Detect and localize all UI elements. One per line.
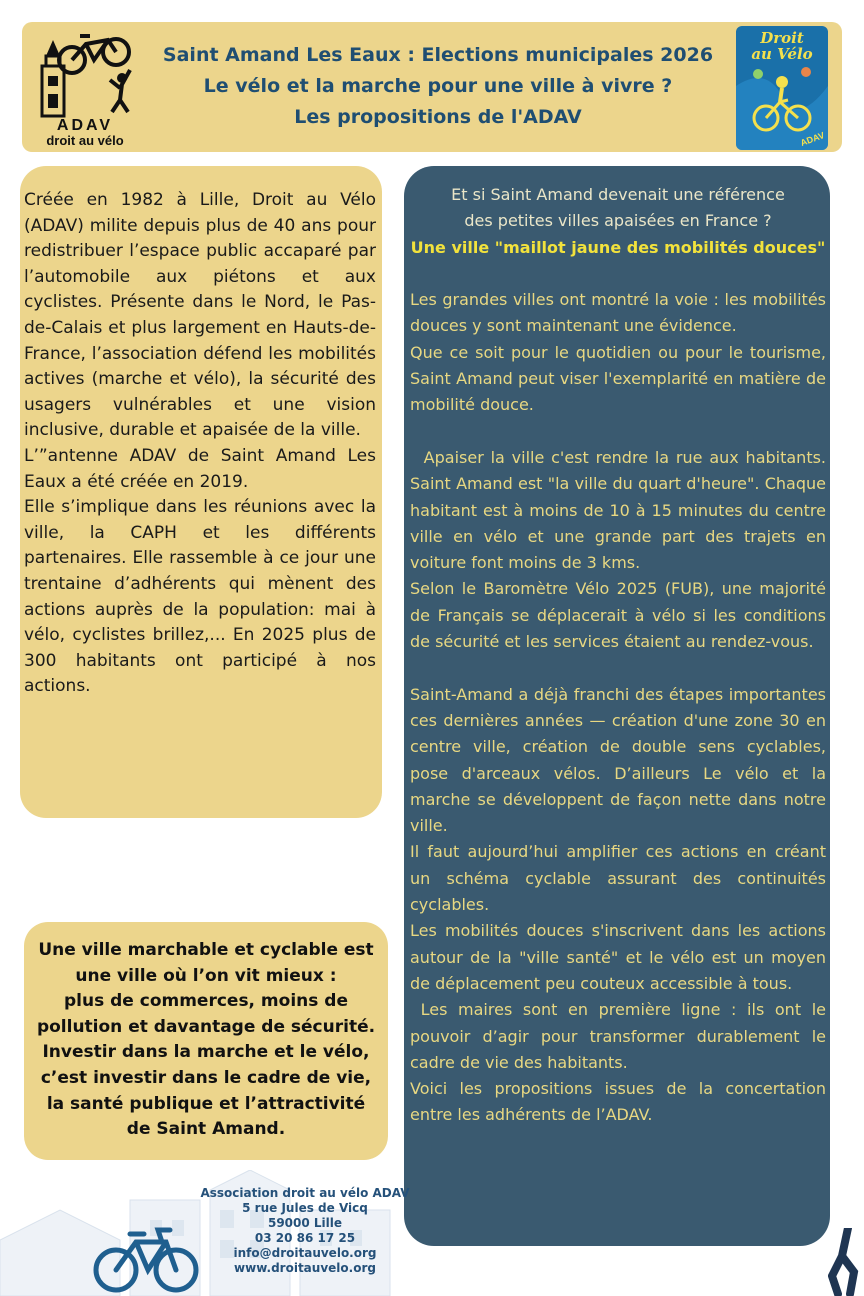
header-banner — [22, 22, 842, 152]
proposals-card — [404, 166, 830, 1246]
body-paragraph: Il faut aujourd’hui amplifier ces actions en créant un schéma cyclable assurant des continuités cyclables. — [410, 842, 826, 915]
intro-paragraph: Elle s’implique dans les réunions avec la ville, la CAPH et les différents partenaires. Elle rassemble à ce jour une trentaine d’adhérents qui mènent des actions auprès de la population: mai à vélo, cyclistes brillez,... En 2025 plus de 300 habitants ont participé à nos actions. — [24, 497, 376, 697]
question-line: Et si Saint Amand devenait une référence — [451, 185, 785, 204]
body-paragraph: Selon le Baromètre Vélo 2025 (FUB), une majorité de Français se déplacerait à vélo si les conditions de sécurité et les services étaient au rendez-vous. — [410, 579, 826, 652]
intro-paragraph: Créée en 1982 à Lille, Droit au Vélo (ADAV) milite depuis plus de 40 ans pour redistribuer l’espace public accaparé par l’automobile aux piétons et aux cyclistes. Présente dans le Nord, le Pas-de-Calais et plus largement en Hauts-de-France, l’association défend les mobilités actives (marche et vélo), la sécurité des usagers vulnérables et une vision inclusive, durable et apaisée de la ville. — [24, 190, 376, 441]
dav-logo-caption: ADAV — [799, 130, 826, 148]
slogan-line: pollution et davantage de sécurité. — [36, 1016, 376, 1037]
slogan-card — [24, 922, 388, 1160]
page-title — [140, 40, 736, 133]
bicycle-icon — [92, 1222, 200, 1294]
body-paragraph: Les grandes villes ont montré la voie : les mobilités douces y sont maintenant une évidence. — [410, 290, 826, 336]
slogan-line: plus de commerces, moins de — [63, 991, 348, 1012]
association-contact — [196, 1186, 414, 1276]
title-line: Les propositions de l'ADAV — [294, 106, 582, 128]
body-paragraph: Saint-Amand a déjà franchi des étapes importantes ces dernières années — création d'une zone 30 en centre ville, création de double sens cyclables, pose d'arceaux vélos. D’ailleurs Le vélo et la marche se développent de façon nette dans notre ville. — [410, 684, 826, 836]
contact-line: 03 20 86 17 25 — [254, 1231, 356, 1245]
title-line: Saint Amand Les Eaux : Elections municipales 2026 — [162, 44, 714, 66]
dav-logo-title: Droit — [760, 29, 804, 47]
adav-logo — [26, 26, 144, 146]
intro-paragraph: L’”antenne ADAV de Saint Amand Les Eaux a été créée en 2019. — [24, 445, 376, 492]
tagline: Une ville "maillot jaune des mobilités douces" — [410, 237, 826, 257]
slogan-line: la santé publique et l’attractivité — [46, 1093, 366, 1114]
slogan-line: de Saint Amand. — [126, 1119, 286, 1140]
logo-name: ADAV — [56, 117, 114, 134]
walking-person-icon — [828, 1228, 864, 1296]
question-line: des petites villes apaisées en France ? — [464, 211, 772, 231]
bicycle-tower-person-icon — [26, 26, 144, 118]
slogan-line: Investir dans la marche et le vélo, — [42, 1042, 370, 1063]
body-paragraph: Que ce soit pour le quotidien ou pour le tourisme, Saint Amand peut viser l'exemplarité en matière de mobilité douce. — [410, 342, 826, 415]
contact-line: 59000 Lille — [267, 1216, 343, 1230]
contact-website: www.droitauvelo.org — [234, 1261, 376, 1275]
contact-line: Association droit au vélo ADAV — [200, 1186, 410, 1200]
body-paragraph: Apaiser la ville c'est rendre la rue aux habitants. Saint Amand est "la ville du quart d'heure". Chaque habitant est à moins de 10 à 15 minutes du centre ville en vélo et une grande part des trajets en voiture font moins de 3 kms. — [410, 447, 832, 573]
cyclists-illustration-icon — [736, 26, 828, 150]
slogan-line: une ville où l’on vit mieux : — [75, 965, 337, 986]
body-paragraph: Voici les propositions issues de la concertation entre les adhérents de l’ADAV. — [410, 1079, 826, 1125]
dav-logo-title: au Vélo — [751, 45, 813, 63]
title-line: Le vélo et la marche pour une ville à vivre ? — [203, 75, 673, 97]
contact-email: info@droitauvelo.org — [233, 1246, 377, 1260]
droit-au-velo-logo — [736, 26, 828, 150]
slogan-line: Une ville marchable et cyclable est — [38, 940, 374, 960]
body-paragraph: Les mobilités douces s'inscrivent dans les actions autour de la "ville santé" et le vélo est un moyen de déplacement peu couteux accessible à tous. — [410, 921, 826, 993]
contact-line: 5 rue Jules de Vicq — [242, 1201, 368, 1215]
body-paragraph: Les maires sont en première ligne : ils ont le pouvoir d’agir pour transformer durablement le cadre de vie des habitants. — [410, 1000, 832, 1072]
slogan-line: c’est investir dans le cadre de vie, — [40, 1067, 372, 1088]
logo-subtitle: droit au vélo — [46, 133, 124, 148]
intro-card — [20, 166, 382, 818]
